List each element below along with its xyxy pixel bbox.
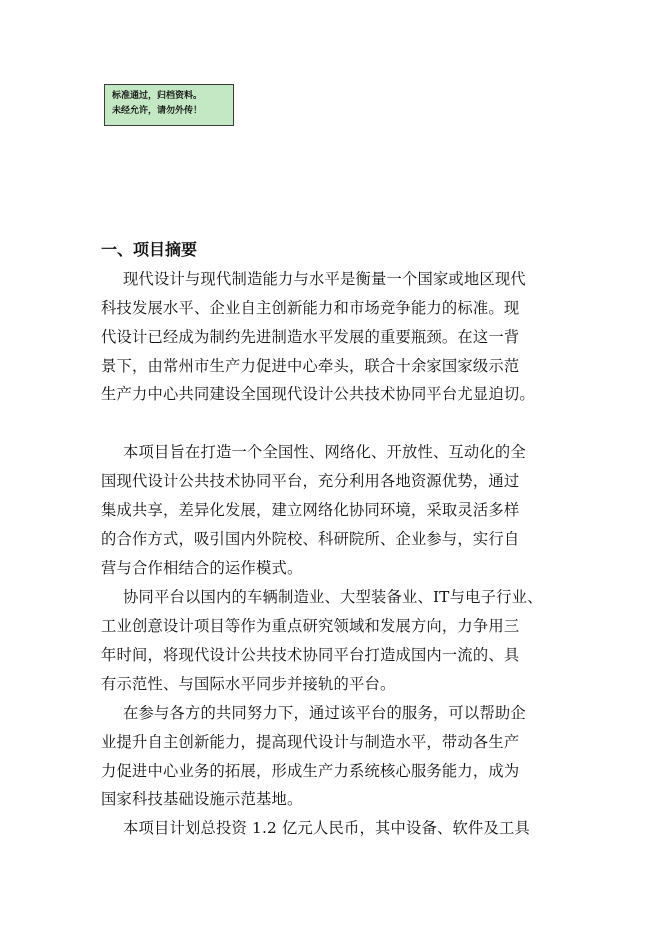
- notice-line-2: 未经允许，请勿外传！: [112, 106, 203, 116]
- body-line: 营与合作相结合的运作模式。: [101, 559, 303, 577]
- body-line: 有示范性、与国际水平同步并接轨的平台。: [101, 675, 396, 693]
- body-line: 集成共享，差异化发展，建立网络化协同环境，采取灵活多样: [101, 501, 520, 519]
- body-line: 工业创意设计项目等作为重点研究领域和发展方向，力争用三: [101, 617, 520, 635]
- body-line: 国家科技基础设施示范基地。: [101, 790, 303, 808]
- confidential-notice-stamp: [104, 84, 234, 126]
- body-line: 本项目计划总投资 1.2 亿元人民币，其中设备、软件及工具: [123, 819, 530, 837]
- section-title: 一、项目摘要: [101, 240, 198, 259]
- body-line: 力促进中心业务的拓展，形成生产力系统核心服务能力，成为: [101, 762, 520, 780]
- body-line: 国现代设计公共技术协同平台，充分利用各地资源优势，通过: [101, 472, 520, 490]
- body-line: 协同平台以国内的车辆制造业、大型装备业、IT与电子行业、: [123, 588, 543, 606]
- body-line: 代设计已经成为制约先进制造水平发展的重要瓶颈。在这一背: [101, 328, 520, 346]
- notice-line-1: 标准通过，归档资料。: [112, 91, 203, 101]
- body-line: 生产力中心共同建设全国现代设计公共技术协同平台尤显迫切。: [101, 385, 535, 403]
- body-line: 的合作方式，吸引国内外院校、科研院所、企业参与，实行自: [101, 530, 520, 548]
- body-line: 现代设计与现代制造能力与水平是衡量一个国家或地区现代: [123, 270, 526, 288]
- body-line: 景下，由常州市生产力促进中心牵头，联合十余家国家级示范: [101, 357, 520, 375]
- body-line: 在参与各方的共同努力下，通过该平台的服务，可以帮助企: [123, 704, 526, 722]
- body-line: 本项目旨在打造一个全国性、网络化、开放性、互动化的全: [123, 443, 526, 461]
- body-line: 年时间，将现代设计公共技术协同平台打造成国内一流的、具: [101, 646, 520, 664]
- body-line: 业提升自主创新能力，提高现代设计与制造水平，带动各生产: [101, 733, 520, 751]
- body-line: 科技发展水平、企业自主创新能力和市场竞争能力的标准。现: [101, 299, 520, 317]
